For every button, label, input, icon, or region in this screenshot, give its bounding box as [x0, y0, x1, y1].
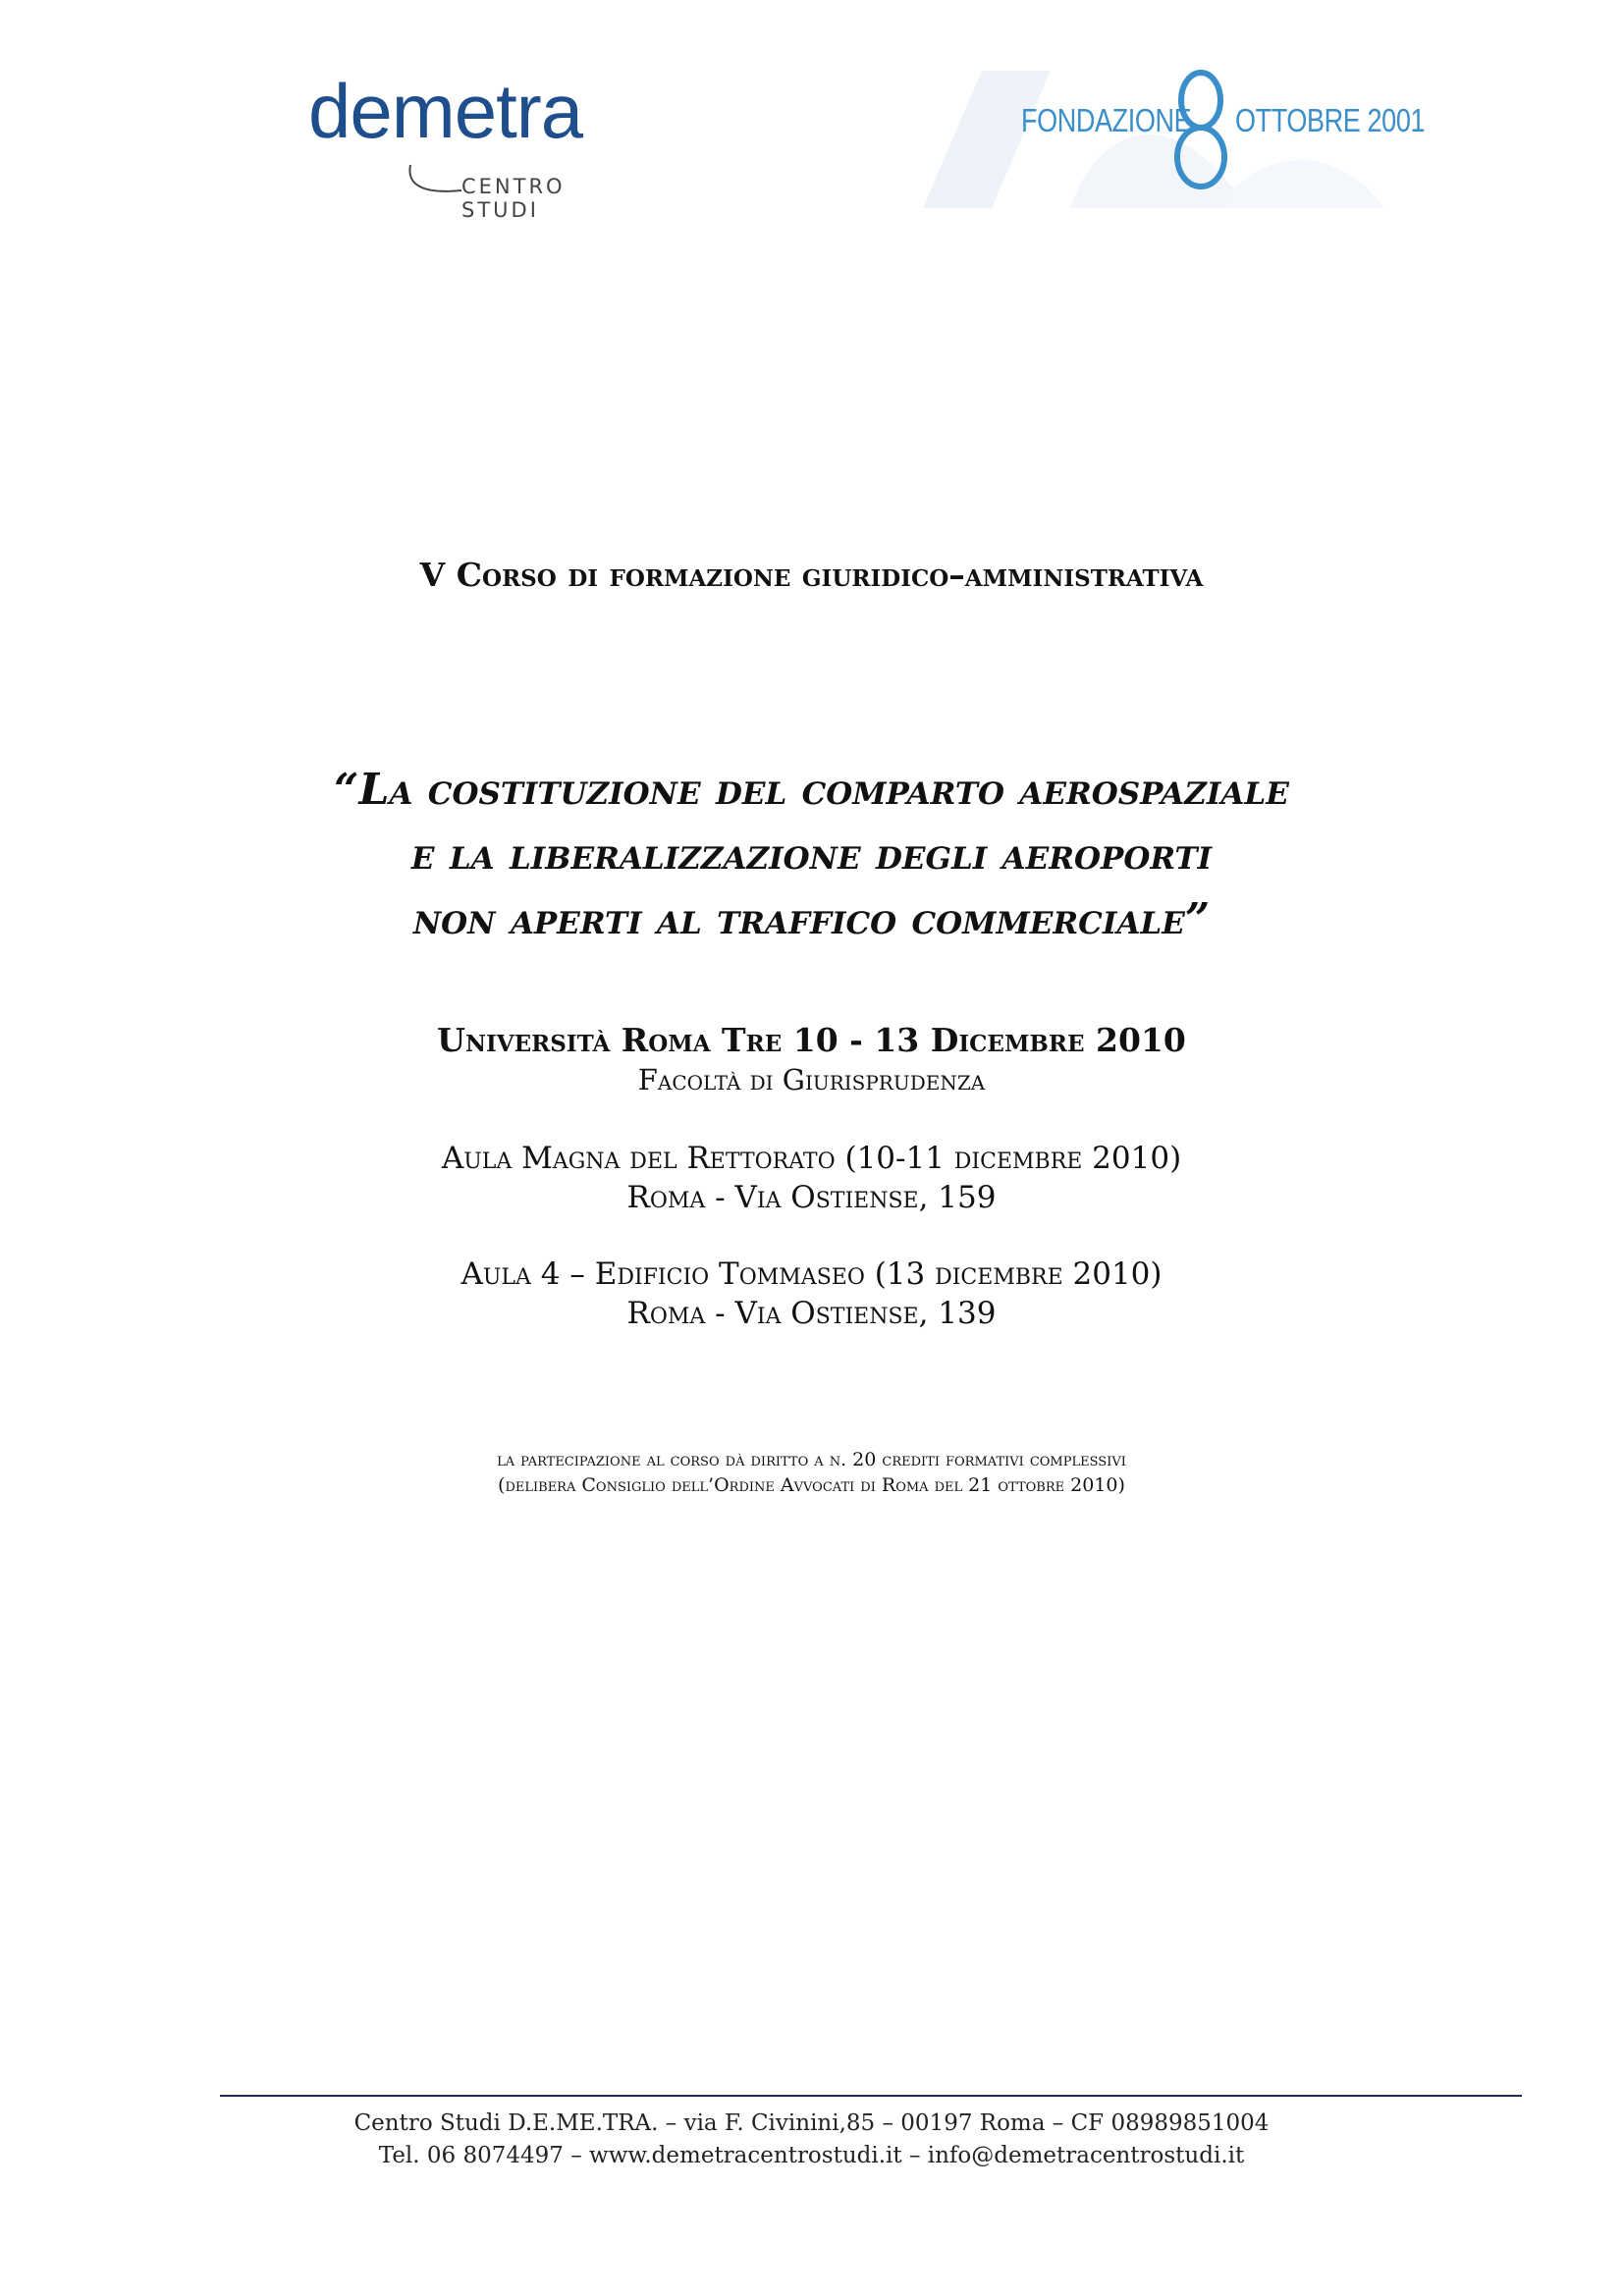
venue-university: Università Roma Tre 10 - 13 Dicembre 2010	[437, 1021, 1186, 1059]
aula-magna-address: Roma - Via Ostiense, 159	[626, 1180, 997, 1215]
fondazione-logo-left-text: FONDAZIONE	[1021, 102, 1192, 138]
main-title-line-1: “La costituzione del comparto aerospaziale	[334, 765, 1289, 815]
demetra-logo-word: demetra	[308, 68, 583, 154]
credits-line-2: (delibera Consiglio dell’Ordine Avvocati di Roma del 21 ottobre 2010)	[498, 1474, 1125, 1496]
venue-aula-4	[0, 1255, 1623, 1333]
footer-divider	[220, 2095, 1522, 2097]
aula-4-line-1: Aula 4 – Edificio Tommaseo (13 dicembre 2010)	[460, 1256, 1163, 1292]
main-title-line-2: e la liberalizzazione degli aeroporti	[410, 829, 1213, 880]
demetra-logo	[295, 59, 648, 222]
course-title: V Corso di formazione giuridico–amministrativa	[419, 556, 1204, 594]
main-title-line-3: non aperti al traffico commerciale”	[412, 894, 1211, 944]
footer-contacts: Tel. 06 8074497 – www.demetracentrostudi.it – info@demetracentrostudi.it	[378, 2143, 1245, 2168]
credits-notice	[0, 1447, 1623, 1498]
demetra-logo-subtitle: CENTRO STUDI	[461, 175, 566, 222]
credits-line-1: la partecipazione al corso dà diritto a n. 20 crediti formativi complessivi	[497, 1449, 1126, 1470]
fondazione-logo-right-text: OTTOBRE 2001	[1235, 102, 1426, 138]
footer-address: Centro Studi D.E.ME.TRA. – via F. Civinini,85 – 00197 Roma – CF 08989851004	[353, 2110, 1270, 2136]
footer	[0, 2108, 1623, 2172]
aula-magna-line-1: Aula Magna del Rettorato (10-11 dicembre 2010)	[441, 1141, 1182, 1176]
main-title	[0, 758, 1623, 952]
venue-faculty: Facoltà di Giurisprudenza	[637, 1063, 986, 1096]
venue-aula-magna	[0, 1139, 1623, 1217]
aula-4-address: Roma - Via Ostiense, 139	[626, 1296, 997, 1331]
number-eight-icon	[1166, 65, 1235, 192]
fondazione-logo	[923, 61, 1426, 208]
